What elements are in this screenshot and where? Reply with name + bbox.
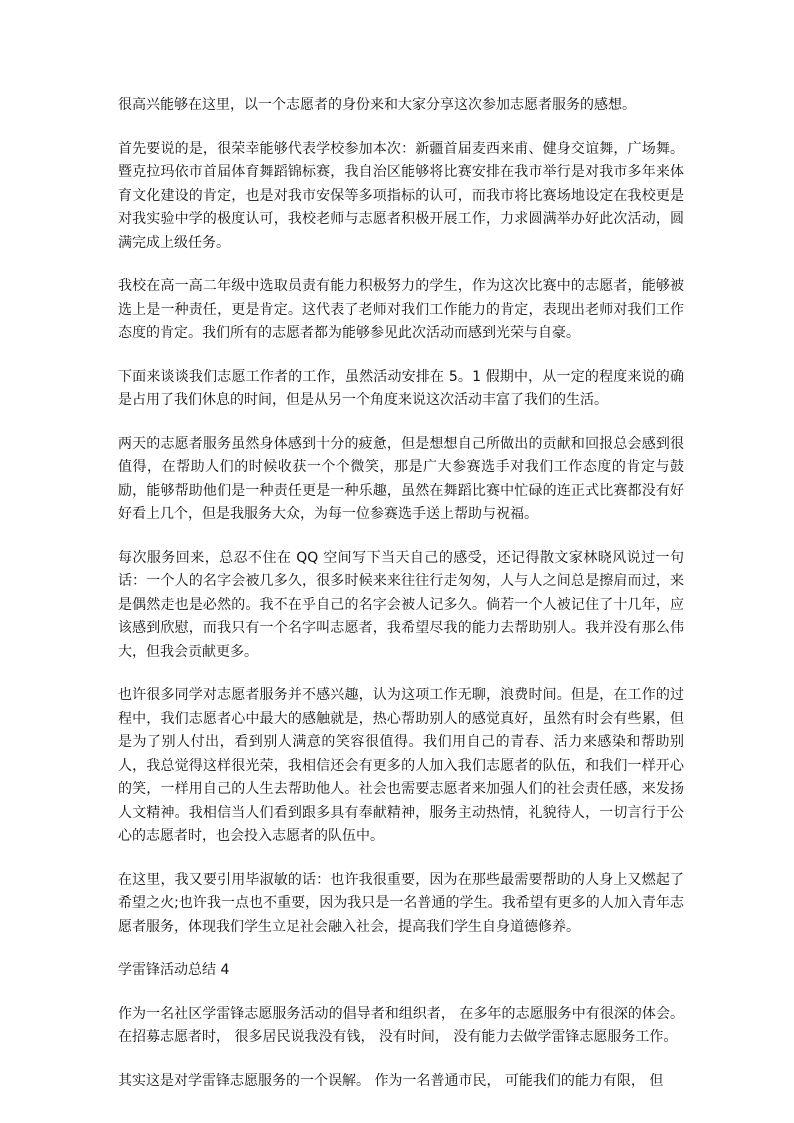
paragraph: 其实这是对学雷锋志愿服务的一个误解。 作为一名普通市民， 可能我们的能力有限， 但	[118, 1072, 664, 1089]
paragraph: 作为一名社区学雷锋志愿服务活动的倡导者和组织者， 在多年的志愿服务中有很深的体会。在招募志愿者时， 很多居民说我没有钱， 没有时间， 没有能力去做学雷锋志愿服务工作。	[118, 1005, 684, 1045]
section-heading: 学雷锋活动总结 4	[118, 962, 230, 978]
paragraph: 也许很多同学对志愿者服务并不感兴趣，认为这项工作无聊，浪费时间。但是，在工作的过程中，我们志愿者心中最大的感触就是，热心帮助别人的感觉真好，虽然有时会有些累，但是为了别人付出，看到别人满意的笑容很值得。我们用自己的青春、活力来感染和帮助别人，我总觉得这样很光荣，我相信还会有更多的人加入我们志愿者的队伍，和我们一样开心的笑，一样用自己的人生去帮助他人。社会也需要志愿者来加强人们的社会责任感，来发扬人文精神。我相信当人们看到跟多具有奉献精神，服务主动热情，礼貌待人，一切言行于公心的志愿者时，也会投入志愿者的队伍中。	[118, 687, 684, 844]
paragraph: 每次服务回来，总忍不住在 QQ 空间写下当天自己的感受，还记得散文家林晓风说过一句话：一个人的名字会被几多久，很多时候来来往往行走匆匆，人与人之间总是擦肩而过，来是偶然走也是必然的。我不在乎自己的名字会被人记多久。倘若一个人被记住了十几年，应该感到欣慰，而我只有一个名字叫志愿者，我希望尽我的能力去帮助别人。我并没有那么伟大，但我会贡献更多。	[118, 549, 684, 660]
paragraph: 两天的志愿者服务虽然身体感到十分的疲惫，但是想想自己所做出的贡献和回报总会感到很值得，在帮助人们的时候收获一个个微笑，那是广大参赛选手对我们工作态度的肯定与鼓励，能够帮助他们是一种责任更是一种乐趣，虽然在舞蹈比赛中忙碌的连正式比赛都没有好好看上几个，但是我服务大众，为每一位参赛选手送上帮助与祝福。	[118, 435, 684, 522]
paragraph: 首先要说的是，很荣幸能够代表学校参加本次：新疆首届麦西来甫、健身交谊舞，广场舞。暨克拉玛依市首届体育舞蹈锦标赛，我自治区能够将比赛安排在我市举行是对我市多年来体育文化建设的肯定，也是对我市安保等多项指标的认可，而我市将比赛场地设定在我校更是对我实验中学的极度认可，我校老师与志愿者积极开展工作，力求圆满举办好此次活动，圆满完成上级任务。	[118, 140, 684, 251]
paragraph: 在这里，我又要引用毕淑敏的话：也许我很重要，因为在那些最需要帮助的人身上又燃起了希望之火;也许我一点也不重要，因为我只是一名普通的学生。我希望有更多的人加入青年志愿者服务，体现我们学生立足社会融入社会，提高我们学生自身道德修养。	[118, 871, 684, 935]
document-body	[118, 94, 684, 1113]
paragraph: 我校在高一高二年级中选取员责有能力积极努力的学生，作为这次比赛中的志愿者，能够被选上是一种责任，更是肯定。这代表了老师对我们工作能力的肯定，表现出老师对我们工作态度的肯定。我们所有的志愿者都为能够参见此次活动而感到光荣与自豪。	[118, 278, 684, 341]
paragraph: 下面来谈谈我们志愿工作者的工作，虽然活动安排在 5。1 假期中，从一定的程度来说的确是占用了我们休息的时间，但是从另一个角度来说这次活动丰富了我们的生活。	[118, 368, 684, 408]
paragraph: 很高兴能够在这里，以一个志愿者的身份来和大家分享这次参加志愿者服务的感想。	[118, 97, 636, 113]
